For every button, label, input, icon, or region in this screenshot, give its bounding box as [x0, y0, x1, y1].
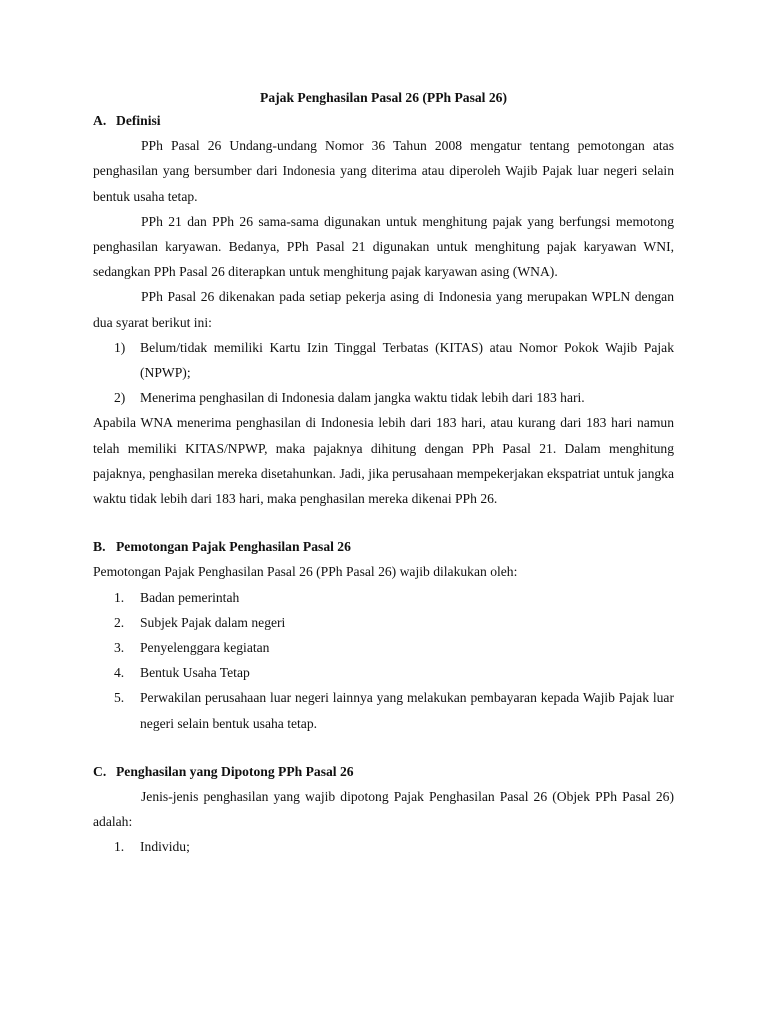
- section-a-list-item: [93, 385, 674, 410]
- section-a-list-item: [93, 335, 674, 385]
- section-c-list-item: [93, 834, 674, 859]
- list-item-number: 4.: [114, 665, 125, 681]
- section-b-intro: Pemotongan Pajak Penghasilan Pasal 26 (PPh Pasal 26) wajib dilakukan oleh:: [93, 564, 518, 580]
- list-item-number: 1): [114, 339, 126, 355]
- section-a-title: Definisi: [116, 113, 161, 128]
- list-item-number: 5.: [114, 690, 125, 706]
- list-item-number: 1.: [114, 589, 125, 605]
- section-b-list-item: [93, 685, 674, 735]
- list-item-number: 1.: [114, 839, 125, 855]
- list-item-text: Bentuk Usaha Tetap: [140, 665, 250, 681]
- list-item-text: Menerima penghasilan di Indonesia dalam jangka waktu tidak lebih dari 183 hari.: [140, 390, 585, 406]
- section-c-letter: C.: [93, 763, 107, 779]
- list-item-number: 2): [114, 390, 126, 406]
- section-b-list-item: [93, 610, 674, 635]
- section-spacer: [93, 511, 674, 534]
- section-spacer: [93, 736, 674, 759]
- section-b-heading: [93, 534, 674, 559]
- section-a-paragraph-2: PPh 21 dan PPh 26 sama-sama digunakan untuk menghitung pajak yang berfungsi memotong penghasilan karyawan. Bedanya, PPh Pasal 21 digunakan untuk menghitung pajak karyawan WNI, sedangkan PPh Pasal 26 diterapkan untuk menghitung pajak karyawan asing (WNA).: [93, 213, 674, 280]
- section-a-paragraph-4: Apabila WNA menerima penghasilan di Indonesia lebih dari 183 hari, atau kurang dari 183 hari namun telah memiliki KITAS/NPWP, maka pajaknya dihitung dengan PPh Pasal 21. Dalam menghitung pajaknya, penghasilan mereka disetahunkan. Jadi, jika perusahaan mempekerjakan ekspatriat untuk jangka waktu tidak lebih dari 183 hari, maka penghasilan mereka dikenai PPh 26.: [93, 415, 674, 507]
- list-item-text: Subjek Pajak dalam negeri: [140, 614, 286, 630]
- section-b-letter: B.: [93, 539, 106, 555]
- section-b-title: Pemotongan Pajak Penghasilan Pasal 26: [116, 539, 351, 555]
- document-title: Pajak Penghasilan Pasal 26 (PPh Pasal 26): [260, 90, 507, 105]
- section-a-letter: A.: [93, 113, 107, 128]
- list-item-text: Individu;: [140, 839, 190, 855]
- section-b-list-item: [93, 660, 674, 685]
- list-item-text: Belum/tidak memiliki Kartu Izin Tinggal Terbatas (KITAS) atau Nomor Pokok Wajib Pajak (NPWP);: [140, 339, 674, 381]
- section-b-list-item: [93, 635, 674, 660]
- section-c-title: Penghasilan yang Dipotong PPh Pasal 26: [116, 763, 354, 779]
- section-a-paragraph-3: PPh Pasal 26 dikenakan pada setiap pekerja asing di Indonesia yang merupakan WPLN dengan dua syarat berikut ini:: [93, 289, 674, 330]
- section-a-paragraph-1: PPh Pasal 26 Undang-undang Nomor 36 Tahun 2008 mengatur tentang pemotongan atas penghasilan yang bersumber dari Indonesia yang diterima atau diperoleh Wajib Pajak luar negeri selain bentuk usaha tetap.: [93, 138, 674, 204]
- section-a-heading: [93, 108, 674, 133]
- section-c-paragraph-1: Jenis-jenis penghasilan yang wajib dipotong Pajak Penghasilan Pasal 26 (Objek PPh Pasal 26) adalah:: [93, 789, 674, 830]
- list-item-number: 3.: [114, 640, 125, 656]
- document-page: [93, 87, 674, 860]
- list-item-text: Perwakilan perusahaan luar negeri lainnya yang melakukan pembayaran kepada Wajib Pajak luar negeri selain bentuk usaha tetap.: [140, 690, 674, 731]
- list-item-text: Badan pemerintah: [140, 589, 240, 605]
- list-item-number: 2.: [114, 614, 125, 630]
- section-b-list-item: [93, 585, 674, 610]
- section-c-heading: [93, 759, 674, 784]
- list-item-text: Penyelenggara kegiatan: [140, 640, 270, 656]
